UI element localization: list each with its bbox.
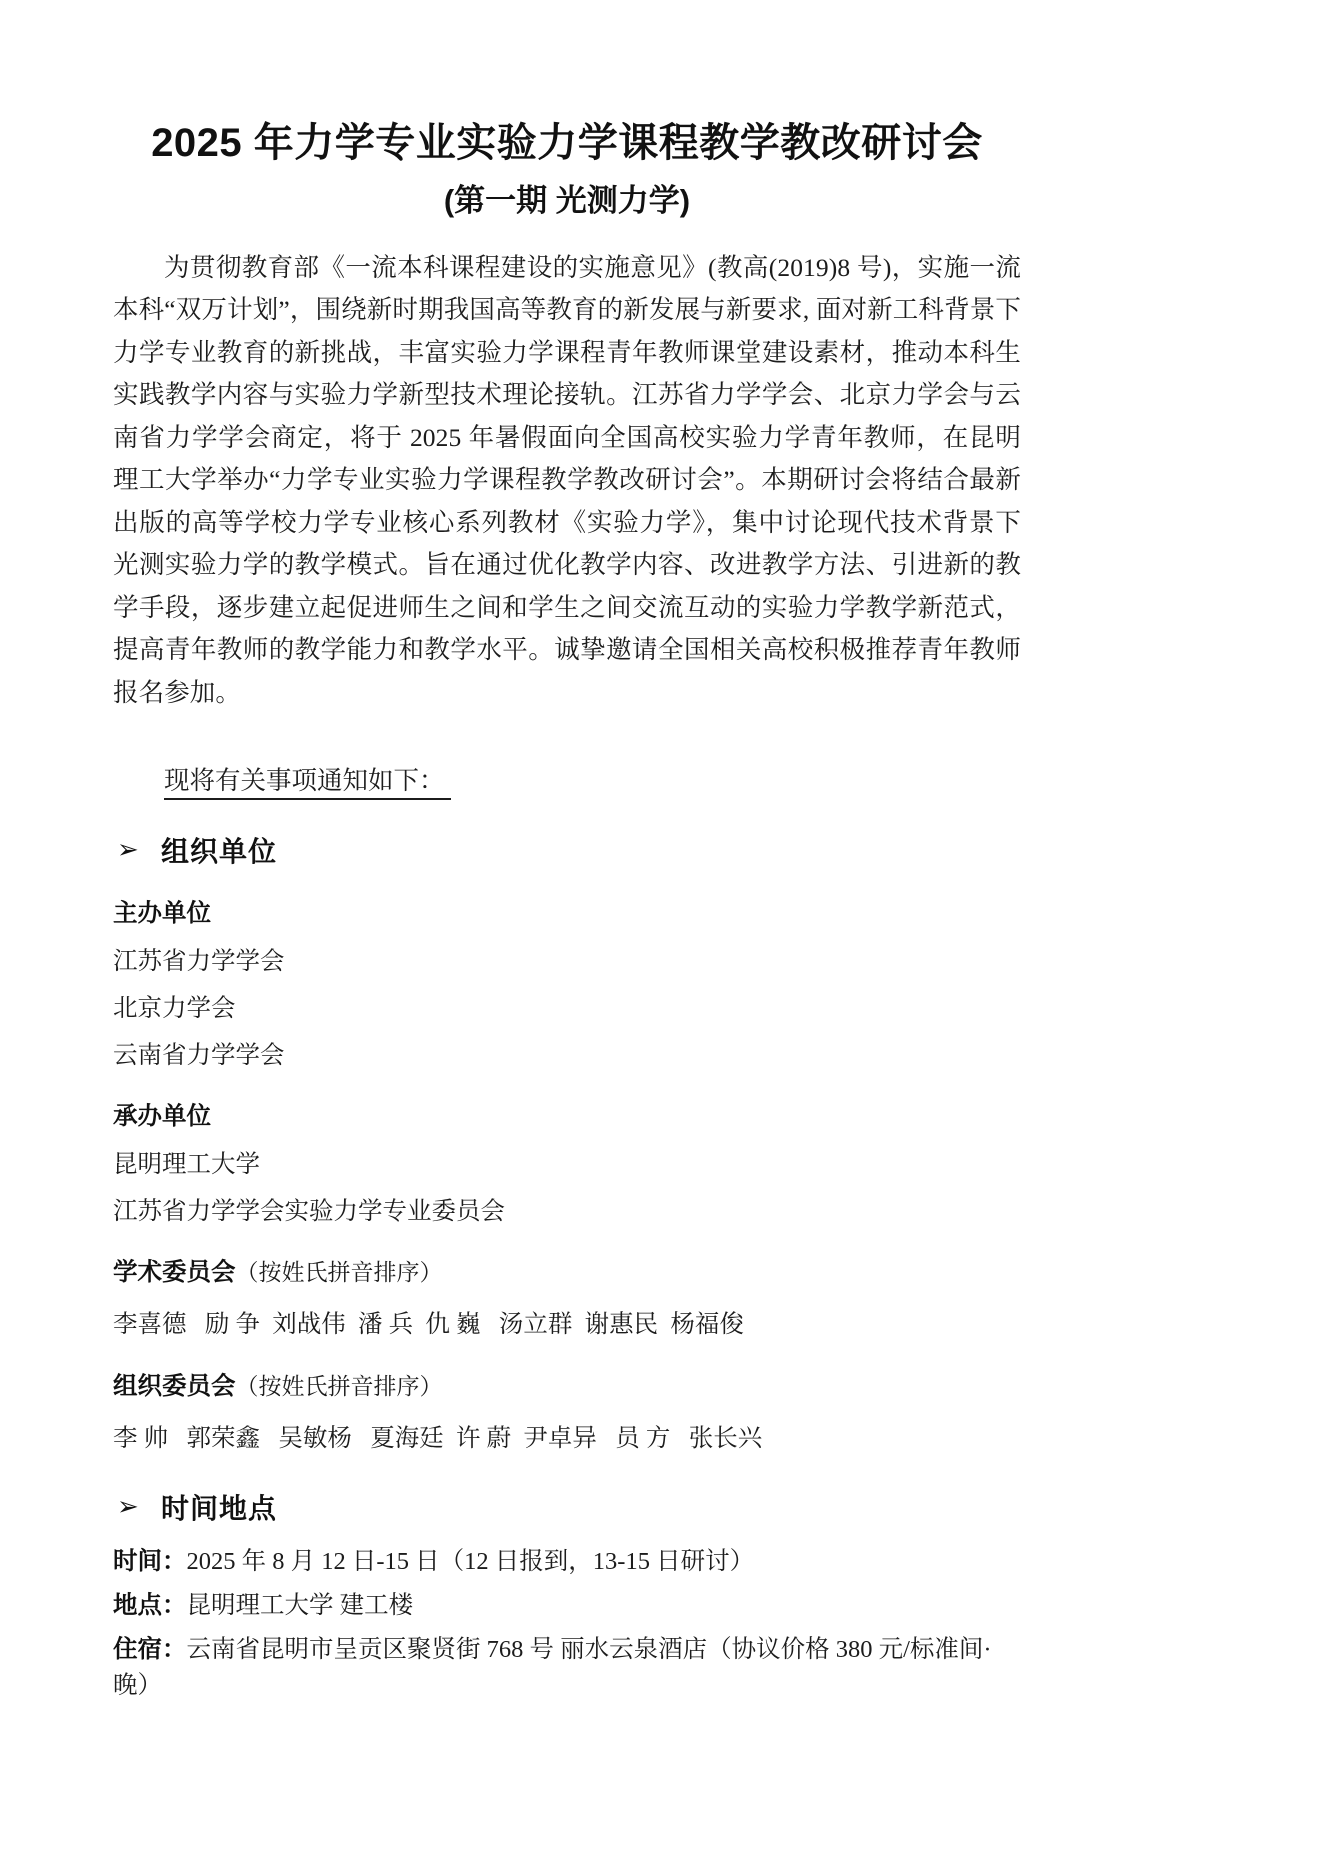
info-label-time: 时间： — [113, 1548, 187, 1576]
info-row-time — [113, 1527, 1021, 1580]
subhead-academic-committee-label: 学术委员会 — [113, 1259, 236, 1287]
section-heading-time-place — [113, 1457, 1021, 1527]
section-heading-organization — [113, 802, 1021, 870]
info-value-hotel: 云南省昆明市呈贡区聚贤街 768 号 丽水云泉酒店（协议价格 380 元/标准间·晚） — [113, 1636, 992, 1700]
intro-paragraph: 为贯彻教育部《一流本科课程建设的实施意见》(教高(2019)8 号)，实施一流本科“双万计划”，围绕新时期我国高等教育的新发展与新要求, 面对新工科背景下力学专业教育的新挑战，丰富实验力学课程青年教师课堂建设素材，推动本科生实践教学内容与实验力学新型技术理论接轨。江苏省力学学会、北京力学会与云南省力学学会商定，将于 2025 年暑假面向全国高校实验力学青年教师，在昆明理工大学举办“力学专业实验力学课程教学教改研讨会”。本期研讨会将结合最新出版的高等学校力学专业核心系列教材《实验力学》，集中讨论现代技术背景下光测实验力学的教学模式。旨在通过优化教学内容、改进教学方法、引进新的教学手段，逐步建立起促进师生之间和学生之间交流互动的实验力学教学新范式，提高青年教师的教学能力和教学水平。诚挚邀请全国相关高校积极推荐青年教师报名参加。 — [113, 252, 1021, 707]
subhead-organizing-committee-label: 组织委员会 — [113, 1373, 236, 1401]
arrow-bullet-icon: ➢ — [117, 835, 139, 866]
page-subtitle: (第一期 光测力学) — [443, 183, 691, 218]
subhead-organizing-committee-note: （按姓氏拼音排序） — [235, 1374, 443, 1400]
list-item: 北京力学会 — [113, 995, 236, 1023]
arrow-bullet-icon: ➢ — [117, 1492, 139, 1523]
subhead-host: 主办单位 — [113, 900, 211, 928]
list-item: 昆明理工大学 — [113, 1151, 260, 1179]
info-row-place — [113, 1580, 1021, 1624]
page-title: 2025 年力学专业实验力学课程教学教改研讨会 — [151, 121, 983, 165]
info-row-hotel — [113, 1624, 1021, 1704]
info-value-place: 昆明理工大学 建工楼 — [186, 1592, 414, 1620]
info-label-place: 地点： — [113, 1592, 187, 1620]
subhead-undertaker: 承办单位 — [113, 1103, 211, 1131]
section-title-organization: 组织单位 — [161, 836, 278, 868]
academic-committee-names: 李喜德 励 争 刘战伟 潘 兵 仇 巍 汤立群 谢惠民 杨福俊 — [113, 1311, 744, 1339]
info-label-hotel: 住宿： — [113, 1636, 187, 1664]
section-title-time-place: 时间地点 — [161, 1493, 278, 1525]
list-item: 云南省力学学会 — [113, 1042, 285, 1070]
subhead-academic-committee-note: （按姓氏拼音排序） — [235, 1260, 443, 1286]
subhead-organizing-committee — [113, 1343, 1021, 1405]
notice-line — [113, 714, 1021, 802]
list-item: 江苏省力学学会实验力学专业委员会 — [113, 1198, 505, 1226]
organizing-committee-names: 李 帅 郭荣鑫 吴敏杨 夏海廷 许 蔚 尹卓异 员 方 张长兴 — [113, 1425, 763, 1453]
notice-line-text: 现将有关事项通知如下： — [164, 766, 451, 800]
info-value-time: 2025 年 8 月 12 日-15 日（12 日报到，13-15 日研讨） — [186, 1548, 755, 1576]
list-item: 江苏省力学学会 — [113, 948, 285, 976]
document-content — [113, 0, 1021, 1704]
subhead-academic-committee — [113, 1229, 1021, 1291]
